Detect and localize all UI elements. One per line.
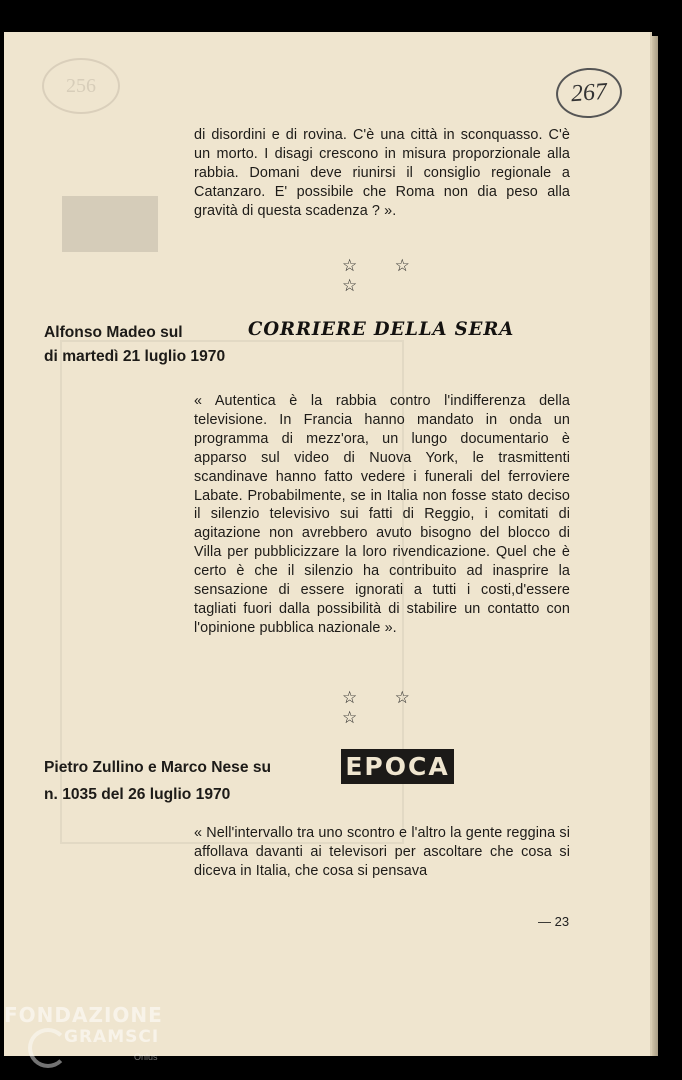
source-date-line: di martedì 21 luglio 1970: [44, 348, 226, 365]
page-edge: [652, 36, 658, 1056]
watermark: [4, 1004, 163, 1048]
corriere-quote: [194, 392, 570, 638]
archive-stamp-right: 267: [554, 66, 623, 120]
epoca-masthead: EPOCA: [341, 749, 454, 784]
continued-quote: [194, 126, 570, 221]
corriere-della-sera-masthead: CORRIERE DELLA SERA: [248, 318, 515, 340]
show-through-logo: [62, 196, 158, 252]
source-author-line: Alfonso Madeo sul: [44, 324, 183, 341]
epoca-quote: [194, 824, 570, 881]
source-issue-line: n. 1035 del 26 luglio 1970: [44, 786, 231, 803]
source-author-line: Pietro Zullino e Marco Nese su: [44, 759, 272, 776]
archive-stamp-left: 256: [42, 58, 120, 114]
watermark-line1: FONDAZIONE: [4, 1003, 163, 1027]
section-separator: ☆ ☆ ☆: [342, 256, 426, 296]
watermark-line3: Onlus: [134, 1052, 158, 1062]
paragraph: « Nell'intervallo tra uno scontro e l'altro la gente reggina si affollava davanti ai televisori per ascoltare che cosa si diceva in Italia, che cosa si pensava: [194, 825, 570, 879]
paragraph: « Autentica è la rabbia contro l'indifferenza della televisione. In Francia hanno mandato in onda un programma di mezz'ora, un lungo documentario è apparso sul video di Nuova York, le trasmittenti scandinave hanno fatto vedere i funerali del ferroviere Labate. Probabilmente, se in Italia non fosse stato deciso il silenzio televisivo sui fatti di Reggio, i comitati di agitazione non avrebbero avuto bisogno del blocco di Villa per pubblicizzare la loro rivendicazione. Quel che è certo è che il silenzio ha contribuito ad inasprire la sensazione di essere ignorati a tutti i costi,d'essere tagliati fuori dalla possibilità di stabilire un contatto con l'opinione pubblica nazionale ».: [194, 393, 570, 636]
section-separator: ☆ ☆ ☆: [342, 688, 426, 728]
watermark-line2: GRAMSCI: [64, 1027, 160, 1047]
page-number: — 23: [538, 914, 570, 929]
paragraph: di disordini e di rovina. C'è una città in sconquasso. C'è un morto. I disagi crescono in misura proporzionale alla rabbia. Domani deve riunirsi il consiglio regionale a Catanzaro. E' possibile che Roma non dia peso alla gravità di questa scadenza ? ».: [194, 127, 570, 219]
